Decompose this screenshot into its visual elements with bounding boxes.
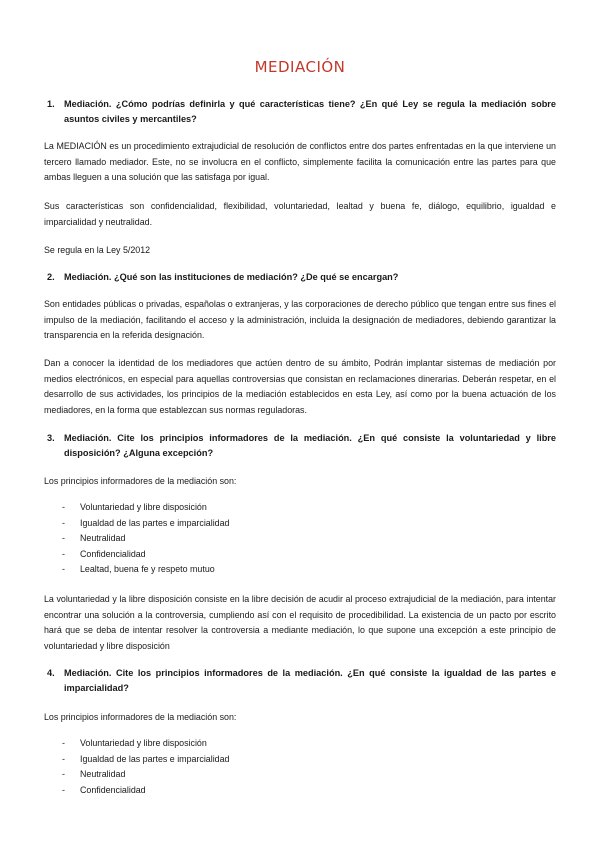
list-item: - Igualdad de las partes e imparcialidad [62,516,230,532]
question-4-number: 4. [47,668,55,678]
principles-list [62,500,230,578]
question-4 [47,666,556,696]
list-item: - Voluntariedad y libre disposición [62,736,230,752]
paragraph: Se regula en la Ley 5/2012 [44,245,151,255]
list-item: - Neutralidad [62,531,230,547]
question-3-number: 3. [47,433,55,443]
list-item: - Neutralidad [62,767,230,783]
question-2-text: Mediación. ¿Qué son las instituciones de mediación? ¿De qué se encargan? [64,272,399,282]
page-title: MEDIACIÓN [254,58,346,76]
list-intro: Los principios informadores de la mediación son: [44,476,237,486]
list-item: - Voluntariedad y libre disposición [62,500,230,516]
question-1-number: 1. [47,99,55,109]
list-item: - Igualdad de las partes e imparcialidad [62,752,230,768]
list-item: - Lealtad, buena fe y respeto mutuo [62,562,230,578]
paragraph: Son entidades públicas o privadas, españolas o extranjeras, y las corporaciones de derecho público que tengan entre sus fines el impulso de la mediación, facilitando el acceso y la administración, incluida la designación de mediadores, debiendo garantizar la transparencia en la referida designación. [44,299,556,340]
paragraph: Dan a conocer la identidad de los mediadores que actúen dentro de su ámbito, Podrán implantar sistemas de mediación por medios electrónicos, en especial para aquellas controversias que consistan en reclamaciones dinerarias. Deberán respetar, en el desarrollo de sus actividades, los principios de la mediación establecidos en esta Ley, así como por la buena actuación de los mediadores, en la forma que establezcan sus normas reguladoras. [44,358,556,415]
question-4-text: Mediación. Cite los principios informadores de la mediación. ¿En qué consiste la igualdad de las partes e imparcialidad? [64,668,556,693]
list-intro: Los principios informadores de la mediación son: [44,712,237,722]
paragraph: Sus características son confidencialidad, flexibilidad, voluntariedad, lealtad y buena fe, diálogo, equilibrio, igualdad e imparcialidad y neutralidad. [44,201,556,227]
question-3-text: Mediación. Cite los principios informadores de la mediación. ¿En qué consiste la voluntariedad y libre disposición? ¿Alguna excepción? [64,433,556,458]
question-3 [47,431,556,461]
paragraph: La MEDIACIÓN es un procedimiento extrajudicial de resolución de conflictos entre dos partes enfrentadas en la que interviene un tercero llamado mediador. Este, no se involucra en el conflicto, simplemente facilita la comunicación entre las partes para que ambas lleguen a una solución que las satisfaga por igual. [44,141,556,182]
question-1 [47,97,556,127]
question-2 [47,270,556,285]
list-item: - Confidencialidad [62,547,230,563]
list-item: - Confidencialidad [62,783,230,799]
question-1-text: Mediación. ¿Cómo podrías definirla y qué características tiene? ¿En qué Ley se regula la mediación sobre asuntos civiles y mercantiles? [64,99,556,124]
paragraph: La voluntariedad y la libre disposición consiste en la libre decisión de acudir al proceso extrajudicial de la mediación, para intentar encontrar una solución a la controversia, cumpliendo así con el requisito de procedibilidad. La existencia de un pacto por escrito hará que se deba de intentar resolver la controversia a mediante mediación, lo que supone una excepción a este principio de voluntariedad y libre disposición [44,594,556,651]
principles-list [62,736,230,798]
question-2-number: 2. [47,272,55,282]
